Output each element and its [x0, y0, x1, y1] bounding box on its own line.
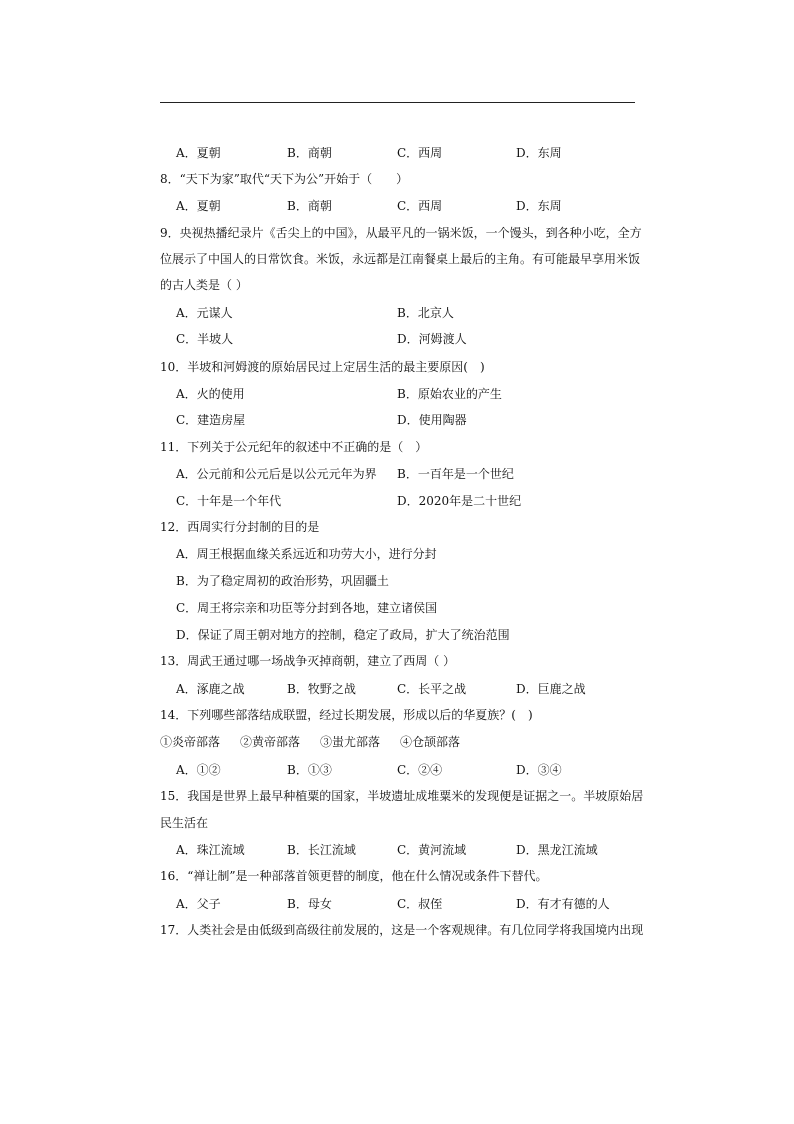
question-stem: 13．周武王通过哪一场战争灭掉商朝，建立了西周（ ）: [160, 654, 456, 668]
option-a: A．火的使用: [176, 387, 245, 401]
option-b: B．商朝: [287, 146, 332, 160]
option-d: D．使用陶器: [397, 413, 467, 427]
question-stem-line-2: 位展示了中国人的日常饮食。米饭，永远都是江南餐桌上最后的主角。有可能最早享用米饭: [160, 252, 641, 266]
option-b: B．商朝: [287, 199, 332, 213]
option-a: A．公元前和公元后是以公元元年为界: [176, 467, 377, 481]
question-stem: 8．“天下为家”取代“天下为公”开始于（ ）: [160, 172, 409, 186]
option-d: D．③④: [516, 763, 562, 777]
statement-item: ④仓颉部落: [400, 735, 461, 749]
option-c: C．建造房屋: [176, 413, 246, 427]
option-d: D．2020年是二十世纪: [397, 494, 522, 508]
option-c: C．西周: [397, 146, 443, 160]
option-a: A．夏朝: [176, 199, 221, 213]
option-a: A．①②: [176, 763, 221, 777]
question-stem-line-1: 15．我国是世界上最早种植粟的国家，半坡遗址成堆粟米的发现便是证据之一。半坡原始居: [160, 789, 644, 803]
option-c: C．黄河流域: [397, 843, 467, 857]
option-c: C．叔侄: [397, 897, 443, 911]
option-b: B．①③: [287, 763, 332, 777]
option-b: B．为了稳定周初的政治形势，巩固疆土: [176, 574, 389, 588]
option-a: A．涿鹿之战: [176, 682, 245, 696]
option-c: C．②④: [397, 763, 443, 777]
option-c: C．西周: [397, 199, 443, 213]
option-c: C．半坡人: [176, 332, 234, 346]
option-a: A．元谋人: [176, 306, 233, 320]
option-b: B．北京人: [397, 306, 454, 320]
option-d: D．东周: [516, 146, 562, 160]
question-stem-line-2: 民生活在: [160, 816, 209, 830]
option-d: D．东周: [516, 199, 562, 213]
question-stem-line-3: 的古人类是（ ）: [160, 278, 248, 292]
question-stem-line-1: 9．央视热播纪录片《舌尖上的中国》，从最平凡的一锅米饭，一个馒头，到各种小吃，全方: [160, 226, 642, 240]
option-d: D．河姆渡人: [397, 332, 467, 346]
question-stem: 16．“禅让制”是一种部落首领更替的制度，他在什么情况或条件下替代。: [160, 869, 548, 883]
option-a: A．珠江流域: [176, 843, 245, 857]
option-d: D．有才有德的人: [516, 897, 610, 911]
statement-item: ③蚩尤部落: [320, 735, 381, 749]
header-rule: [160, 102, 635, 103]
option-d: D．巨鹿之战: [516, 682, 586, 696]
question-stem: 12．西周实行分封制的目的是: [160, 520, 320, 534]
question-stem: 17．人类社会是由低级到高级往前发展的，这是一个客观规律。有几位同学将我国境内出现: [160, 923, 644, 937]
question-stem: 11．下列关于公元纪年的叙述中不正确的是（ ）: [160, 440, 428, 454]
statement-item: ②黄帝部落: [240, 735, 301, 749]
option-b: B．母女: [287, 897, 332, 911]
option-b: B．一百年是一个世纪: [397, 467, 514, 481]
option-d: D．保证了周王朝对地方的控制，稳定了政局，扩大了统治范围: [176, 628, 510, 642]
option-a: A．夏朝: [176, 146, 221, 160]
statement-item: ①炎帝部落: [160, 735, 221, 749]
question-stem: 10．半坡和河姆渡的原始居民过上定居生活的最主要原因( ): [160, 360, 485, 374]
option-a: A．周王根据血缘关系远近和功劳大小，进行分封: [176, 547, 437, 561]
option-c: C．周王将宗亲和功臣等分封到各地，建立诸侯国: [176, 601, 438, 615]
option-d: D．黑龙江流域: [516, 843, 598, 857]
option-c: C．十年是一个年代: [176, 494, 282, 508]
option-b: B．长江流域: [287, 843, 356, 857]
option-c: C．长平之战: [397, 682, 467, 696]
question-stem: 14．下列哪些部落结成联盟，经过长期发展，形成以后的华夏族？( ): [160, 708, 533, 722]
option-b: B．原始农业的产生: [397, 387, 502, 401]
option-b: B．牧野之战: [287, 682, 356, 696]
option-a: A．父子: [176, 897, 221, 911]
